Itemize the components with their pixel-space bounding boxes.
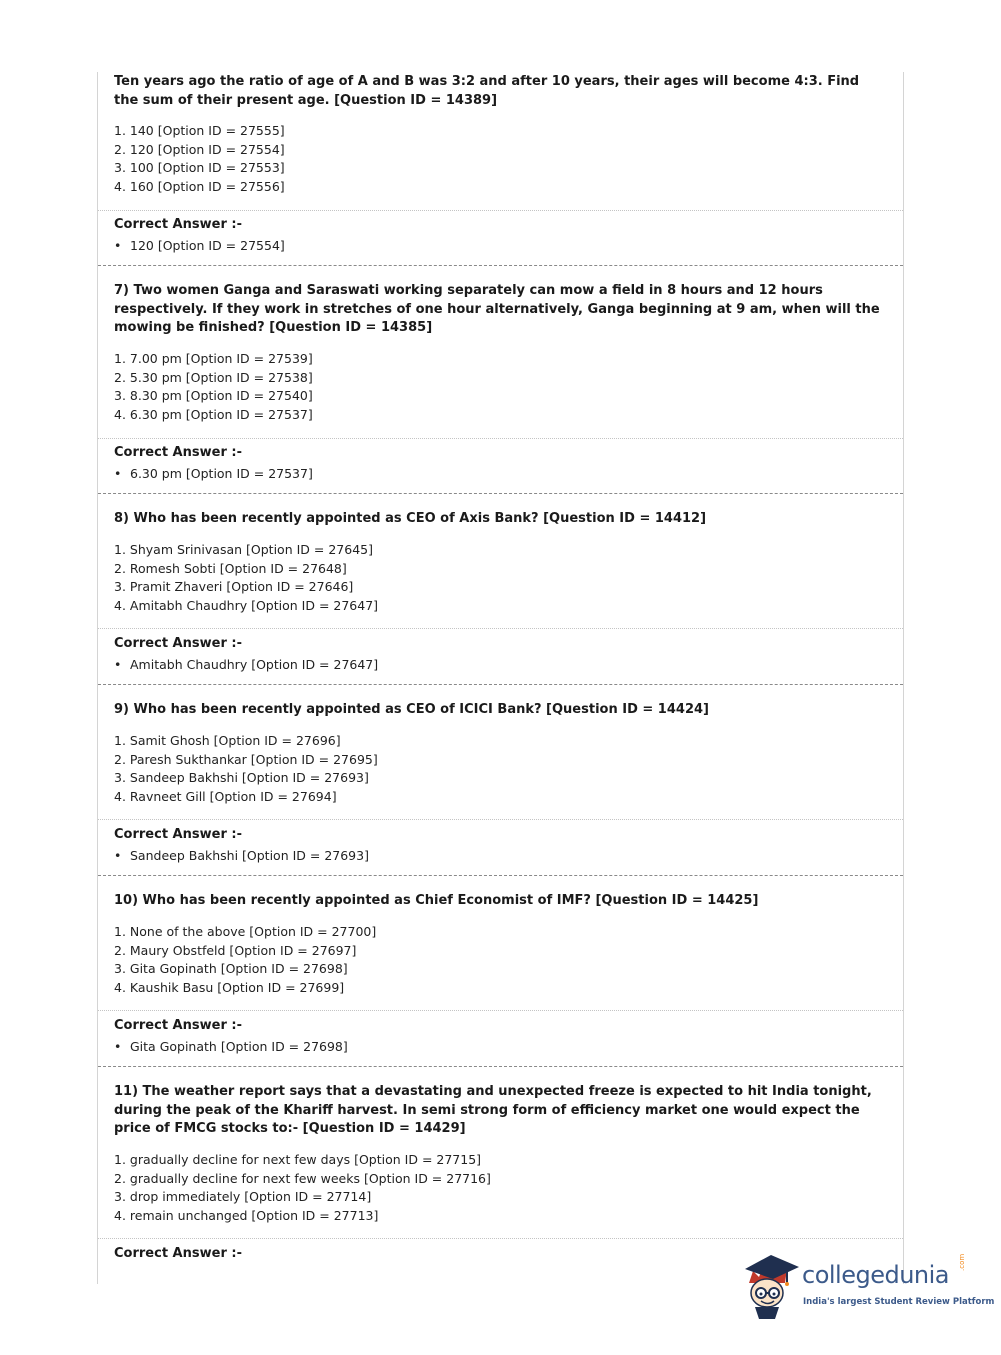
option-item: 4. Amitabh Chaudhry [Option ID = 27647] bbox=[114, 597, 379, 613]
option-item: 1. Samit Ghosh [Option ID = 27696] bbox=[114, 733, 341, 748]
answer-text: 120 [Option ID = 27554] bbox=[130, 238, 285, 253]
collegedunia-logo bbox=[741, 1249, 995, 1319]
options-list bbox=[114, 541, 378, 615]
question-text: Ten years ago the ratio of age of A and B was 3:2 and after 10 years, their ages will become 4:3. Find the sum of their present age. [Question ID = 14389] bbox=[114, 74, 860, 108]
option-item: 3. Gita Gopinath [Option ID = 27698] bbox=[114, 961, 348, 976]
option-item: 1. Shyam Srinivasan [Option ID = 27645] bbox=[114, 542, 373, 557]
mascot-icon bbox=[741, 1249, 801, 1319]
option-item: 4. 6.30 pm [Option ID = 27537] bbox=[114, 406, 313, 422]
option-item: 1. None of the above [Option ID = 27700] bbox=[114, 924, 377, 939]
bullet-icon: • bbox=[114, 848, 122, 863]
question-text: 7) Two women Ganga and Saraswati working separately can mow a field in 8 hours and 12 hours respectively. If they work in stretches of one hour alternatively, Ganga beginning at 9 am, when will the mowing be finished? [Question ID = 14385] bbox=[114, 283, 880, 335]
bullet-icon: • bbox=[114, 238, 122, 253]
option-item: 1. gradually decline for next few days [Option ID = 27715] bbox=[114, 1152, 482, 1167]
correct-answer-value bbox=[114, 465, 313, 483]
logo-wordmark: collegedunia bbox=[802, 1261, 950, 1289]
option-item: 1. 140 [Option ID = 27555] bbox=[114, 123, 285, 138]
option-item: 4. Kaushik Basu [Option ID = 27699] bbox=[114, 979, 345, 995]
question-text: 8) Who has been recently appointed as CEO of Axis Bank? [Question ID = 14412] bbox=[114, 511, 707, 526]
options-list bbox=[114, 122, 285, 196]
divider bbox=[98, 628, 903, 629]
question-text: 9) Who has been recently appointed as CEO of ICICI Bank? [Question ID = 14424] bbox=[114, 702, 709, 717]
options-list bbox=[114, 732, 378, 806]
option-item: 4. Ravneet Gill [Option ID = 27694] bbox=[114, 788, 337, 804]
question-separator bbox=[98, 684, 903, 685]
bullet-icon: • bbox=[114, 1039, 122, 1054]
divider bbox=[98, 1010, 903, 1011]
question-separator bbox=[98, 875, 903, 876]
option-item: 4. 160 [Option ID = 27556] bbox=[114, 178, 285, 194]
correct-answer-label: Correct Answer :- bbox=[114, 636, 242, 651]
option-item: 2. Paresh Sukthankar [Option ID = 27695] bbox=[114, 751, 378, 767]
options-list bbox=[114, 1151, 491, 1225]
options-list bbox=[114, 350, 313, 424]
option-item: 3. Sandeep Bakhshi [Option ID = 27693] bbox=[114, 770, 369, 785]
option-item: 4. remain unchanged [Option ID = 27713] bbox=[114, 1207, 379, 1223]
logo-dotcom: .com bbox=[958, 1253, 966, 1271]
question-text: 10) Who has been recently appointed as Chief Economist of IMF? [Question ID = 14425] bbox=[114, 893, 759, 908]
logo-tagline: India's largest Student Review Platform bbox=[803, 1297, 995, 1307]
bullet-icon: • bbox=[114, 657, 122, 672]
option-item: 3. drop immediately [Option ID = 27714] bbox=[114, 1189, 372, 1204]
option-item: 2. 120 [Option ID = 27554] bbox=[114, 141, 285, 157]
answer-text: Gita Gopinath [Option ID = 27698] bbox=[130, 1039, 348, 1054]
correct-answer-value bbox=[114, 237, 285, 255]
divider bbox=[98, 210, 903, 211]
divider bbox=[98, 819, 903, 820]
options-list bbox=[114, 923, 376, 997]
correct-answer-value bbox=[114, 656, 378, 674]
correct-answer-label: Correct Answer :- bbox=[114, 1246, 242, 1261]
bullet-icon: • bbox=[114, 466, 122, 481]
correct-answer-label: Correct Answer :- bbox=[114, 827, 242, 842]
correct-answer-label: Correct Answer :- bbox=[114, 1018, 242, 1033]
correct-answer-value bbox=[114, 847, 369, 865]
option-item: 2. 5.30 pm [Option ID = 27538] bbox=[114, 369, 313, 385]
divider bbox=[98, 1238, 903, 1239]
question-separator bbox=[98, 493, 903, 494]
question-separator bbox=[98, 1066, 903, 1067]
question-paper-page bbox=[97, 72, 904, 1284]
correct-answer-value bbox=[114, 1038, 348, 1056]
option-item: 3. 8.30 pm [Option ID = 27540] bbox=[114, 388, 313, 403]
option-item: 2. Maury Obstfeld [Option ID = 27697] bbox=[114, 942, 357, 958]
divider bbox=[98, 438, 903, 439]
correct-answer-label: Correct Answer :- bbox=[114, 445, 242, 460]
option-item: 1. 7.00 pm [Option ID = 27539] bbox=[114, 351, 313, 366]
correct-answer-label: Correct Answer :- bbox=[114, 217, 242, 232]
question-separator bbox=[98, 265, 903, 266]
option-item: 3. Pramit Zhaveri [Option ID = 27646] bbox=[114, 579, 354, 594]
answer-text: 6.30 pm [Option ID = 27537] bbox=[130, 466, 313, 481]
question-text: 11) The weather report says that a devastating and unexpected freeze is expected to hit India tonight, during the peak of the Khariff harvest. In semi strong form of efficiency market one would expect the price of FMCG stocks to:- [Question ID = 14429] bbox=[114, 1084, 872, 1136]
answer-text: Sandeep Bakhshi [Option ID = 27693] bbox=[130, 848, 369, 863]
option-item: 2. Romesh Sobti [Option ID = 27648] bbox=[114, 560, 347, 576]
answer-text: Amitabh Chaudhry [Option ID = 27647] bbox=[130, 657, 379, 672]
option-item: 3. 100 [Option ID = 27553] bbox=[114, 160, 285, 175]
option-item: 2. gradually decline for next few weeks [Option ID = 27716] bbox=[114, 1170, 491, 1186]
